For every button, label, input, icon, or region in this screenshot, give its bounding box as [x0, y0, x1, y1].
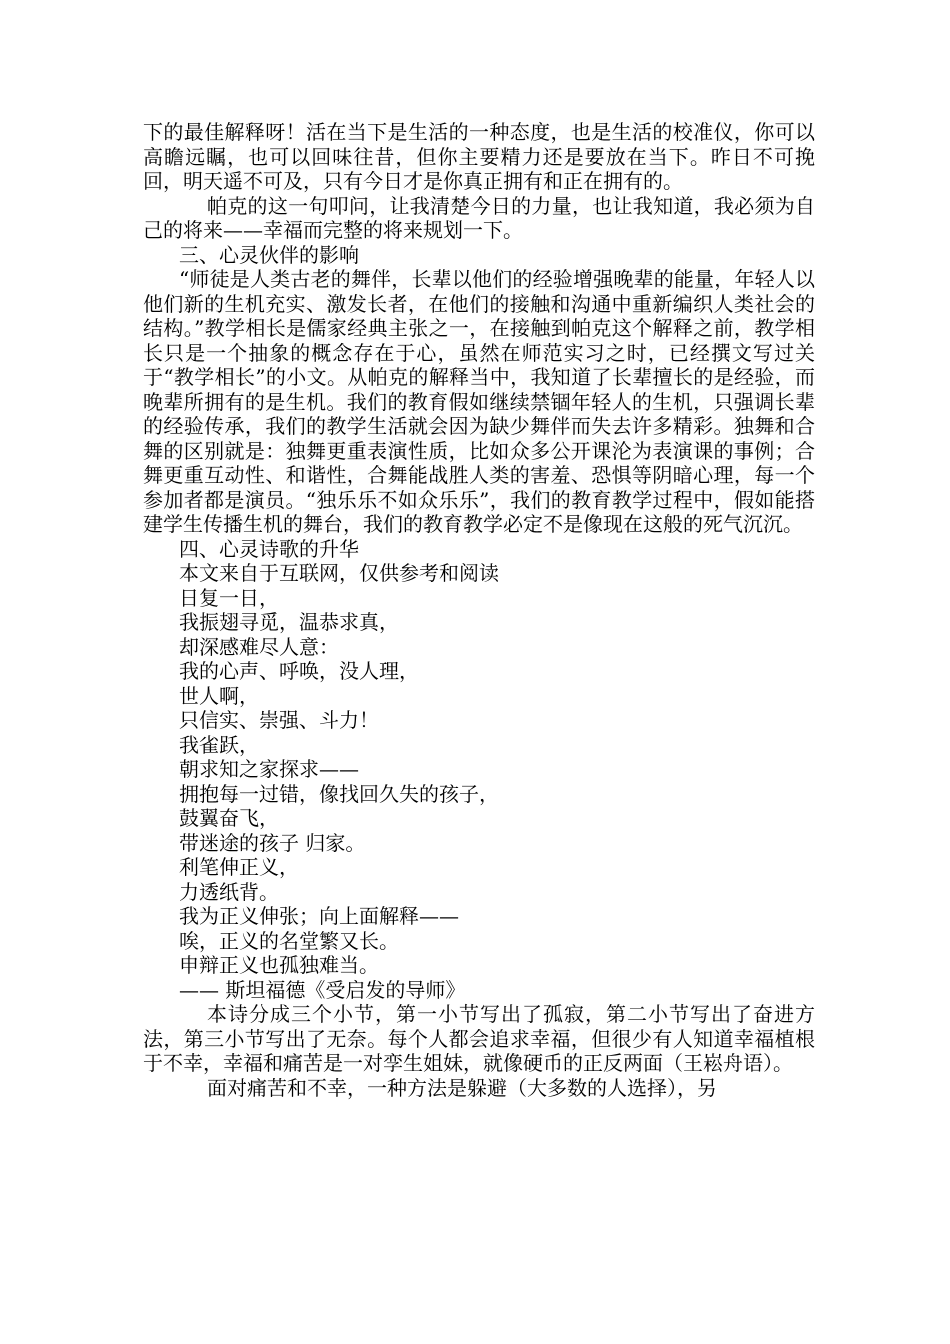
paragraph-mentorship: “师徒是人类古老的舞伴，长辈以他们的经验增强晚辈的能量，年轻人以他们新的生机充实、激发长者，在他们的接触和沟通中重新编织人类社会的结构。”教学相长是儒家经典主张之一，在接触到帕克这个解释之前，教学相长只是一个抽象的概念存在于心，虽然在师范实习之时，已经撰文写过关于“教学相长”的小文。从帕克的解释当中，我知道了长辈擅长的是经验，而晚辈所拥有的是生机。我们的教育假如继续禁锢年轻人的生机，只强调长辈的经验传承，我们的教学生活就会因为缺少舞伴而失去许多精彩。独舞和合舞的区别就是：独舞更重表演性质，比如众多公开课沦为表演课的事例；合舞更重互动性、和谐性，合舞能战胜人类的害羞、恐惧等阴暗心理，每一个参加者都是演员。“独乐乐不如众乐乐”，我们的教育教学过程中，假如能搭建学生传播生机的舞台，我们的教育教学必定不是像现在这般的死气沉沉。	[143, 267, 815, 536]
paragraph-poem-analysis: 本诗分成三个小节，第一小节写出了孤寂，第二小节写出了奋进方法，第三小节写出了无奈。每个人都会追求幸福，但很少有人知道幸福植根于不幸，幸福和痛苦是一对孪生姐妹，就像硬币的正反两面（王崧舟语）。	[143, 1002, 815, 1075]
poem-line: 申辩正义也孤独难当。	[179, 953, 379, 977]
poem-line: 拥抱每一过错，像找回久失的孩子，	[179, 781, 499, 806]
paragraph-parker-question: 帕克的这一句叩问，让我清楚今日的力量，也让我知道，我必须为自己的将来——幸福而完整的将来规划一下。	[143, 193, 815, 242]
poem-line: 我振翅寻觅，温恭求真，	[179, 610, 399, 634]
poem-line: 朝求知之家探求——	[179, 757, 359, 781]
poem-line: 世人啊，	[179, 683, 259, 708]
poem-line: 只信实、崇强、斗力！	[179, 708, 379, 732]
poem-line: 利笔伸正义，	[179, 855, 299, 879]
poem-line: 力透纸背。	[179, 879, 279, 904]
poem-line: 鼓翼奋飞，	[179, 806, 279, 830]
paragraph-facing-pain: 面对痛苦和不幸，一种方法是躲避（大多数的人选择），另	[207, 1075, 717, 1100]
poem-line: 唉，正义的名堂繁又长。	[179, 928, 399, 953]
poem-attribution: —— 斯坦福德《受启发的导师》	[179, 977, 466, 1002]
poem-line: 日复一日，	[179, 585, 279, 610]
poem	[143, 586, 815, 1003]
section-heading-3: 三、心灵伙伴的影响	[179, 242, 359, 267]
document-body	[143, 120, 815, 1100]
poem-line: 我的心声、呼唤，没人理，	[179, 659, 419, 683]
poem-line: 我为正义伸张；向上面解释——	[179, 904, 459, 928]
source-note: 本文来自于互联网，仅供参考和阅读	[179, 561, 499, 585]
poem-line: 带迷途的孩子 归家。	[179, 830, 366, 855]
poem-line: 我雀跃，	[179, 732, 259, 757]
paragraph-living-present: 下的最佳解释呀！活在当下是生活的一种态度，也是生活的校准仪，你可以高瞻远瞩，也可以回味往昔，但你主要精力还是要放在当下。昨日不可挽回，明天遥不可及，只有今日才是你真正拥有和正在拥有的。	[143, 120, 815, 193]
poem-line: 却深感难尽人意：	[179, 634, 339, 659]
section-heading-4: 四、心灵诗歌的升华	[179, 536, 359, 561]
